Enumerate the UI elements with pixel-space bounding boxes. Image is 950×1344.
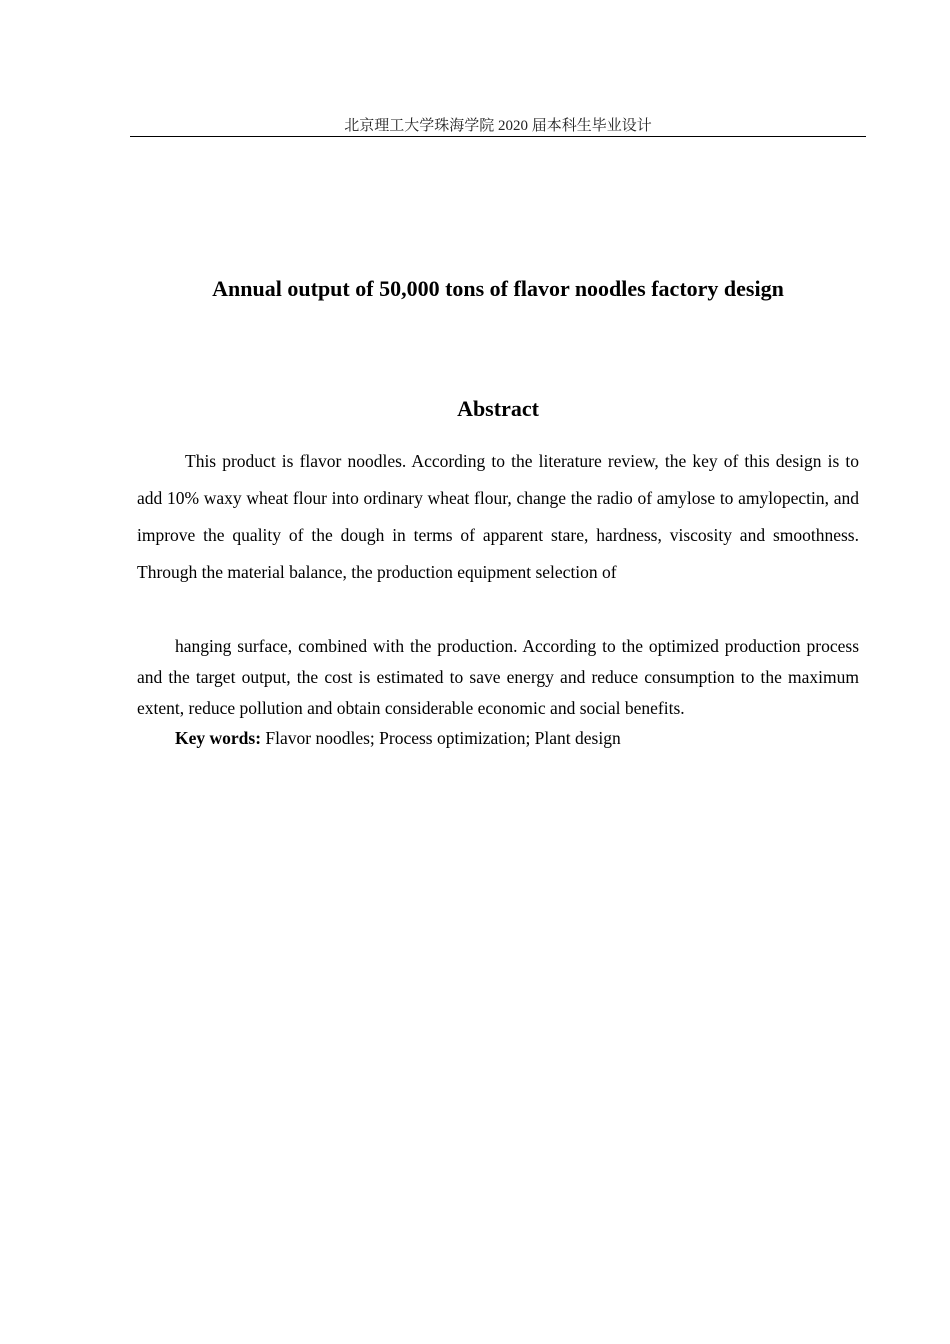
keywords-value: Flavor noodles; Process optimization; Plant design [261,728,621,748]
document-title: Annual output of 50,000 tons of flavor noodles factory design [212,276,784,301]
abstract-paragraph-2: hanging surface, combined with the production. According to the optimized production process and the target output, the cost is estimated to save energy and reduce consumption to the maximum extent, reduce pollution and obtain considerable economic and social benefits. [137,636,859,718]
page-header [130,116,866,137]
abstract-paragraph-1: This product is flavor noodles. According to the literature review, the key of this design is to add 10% waxy wheat flour into ordinary wheat flour, change the radio of amylose to amylopectin, and improve the quality of the dough in terms of apparent stare, hardness, viscosity and smoothness. Through the material balance, the production equipment selection of [137,451,859,582]
keywords-label: Key words: [175,728,262,748]
abstract-heading: Abstract [457,396,539,421]
keywords-line [175,724,859,752]
header-text: 北京理工大学珠海学院 2020 届本科生毕业设计 [344,118,652,134]
